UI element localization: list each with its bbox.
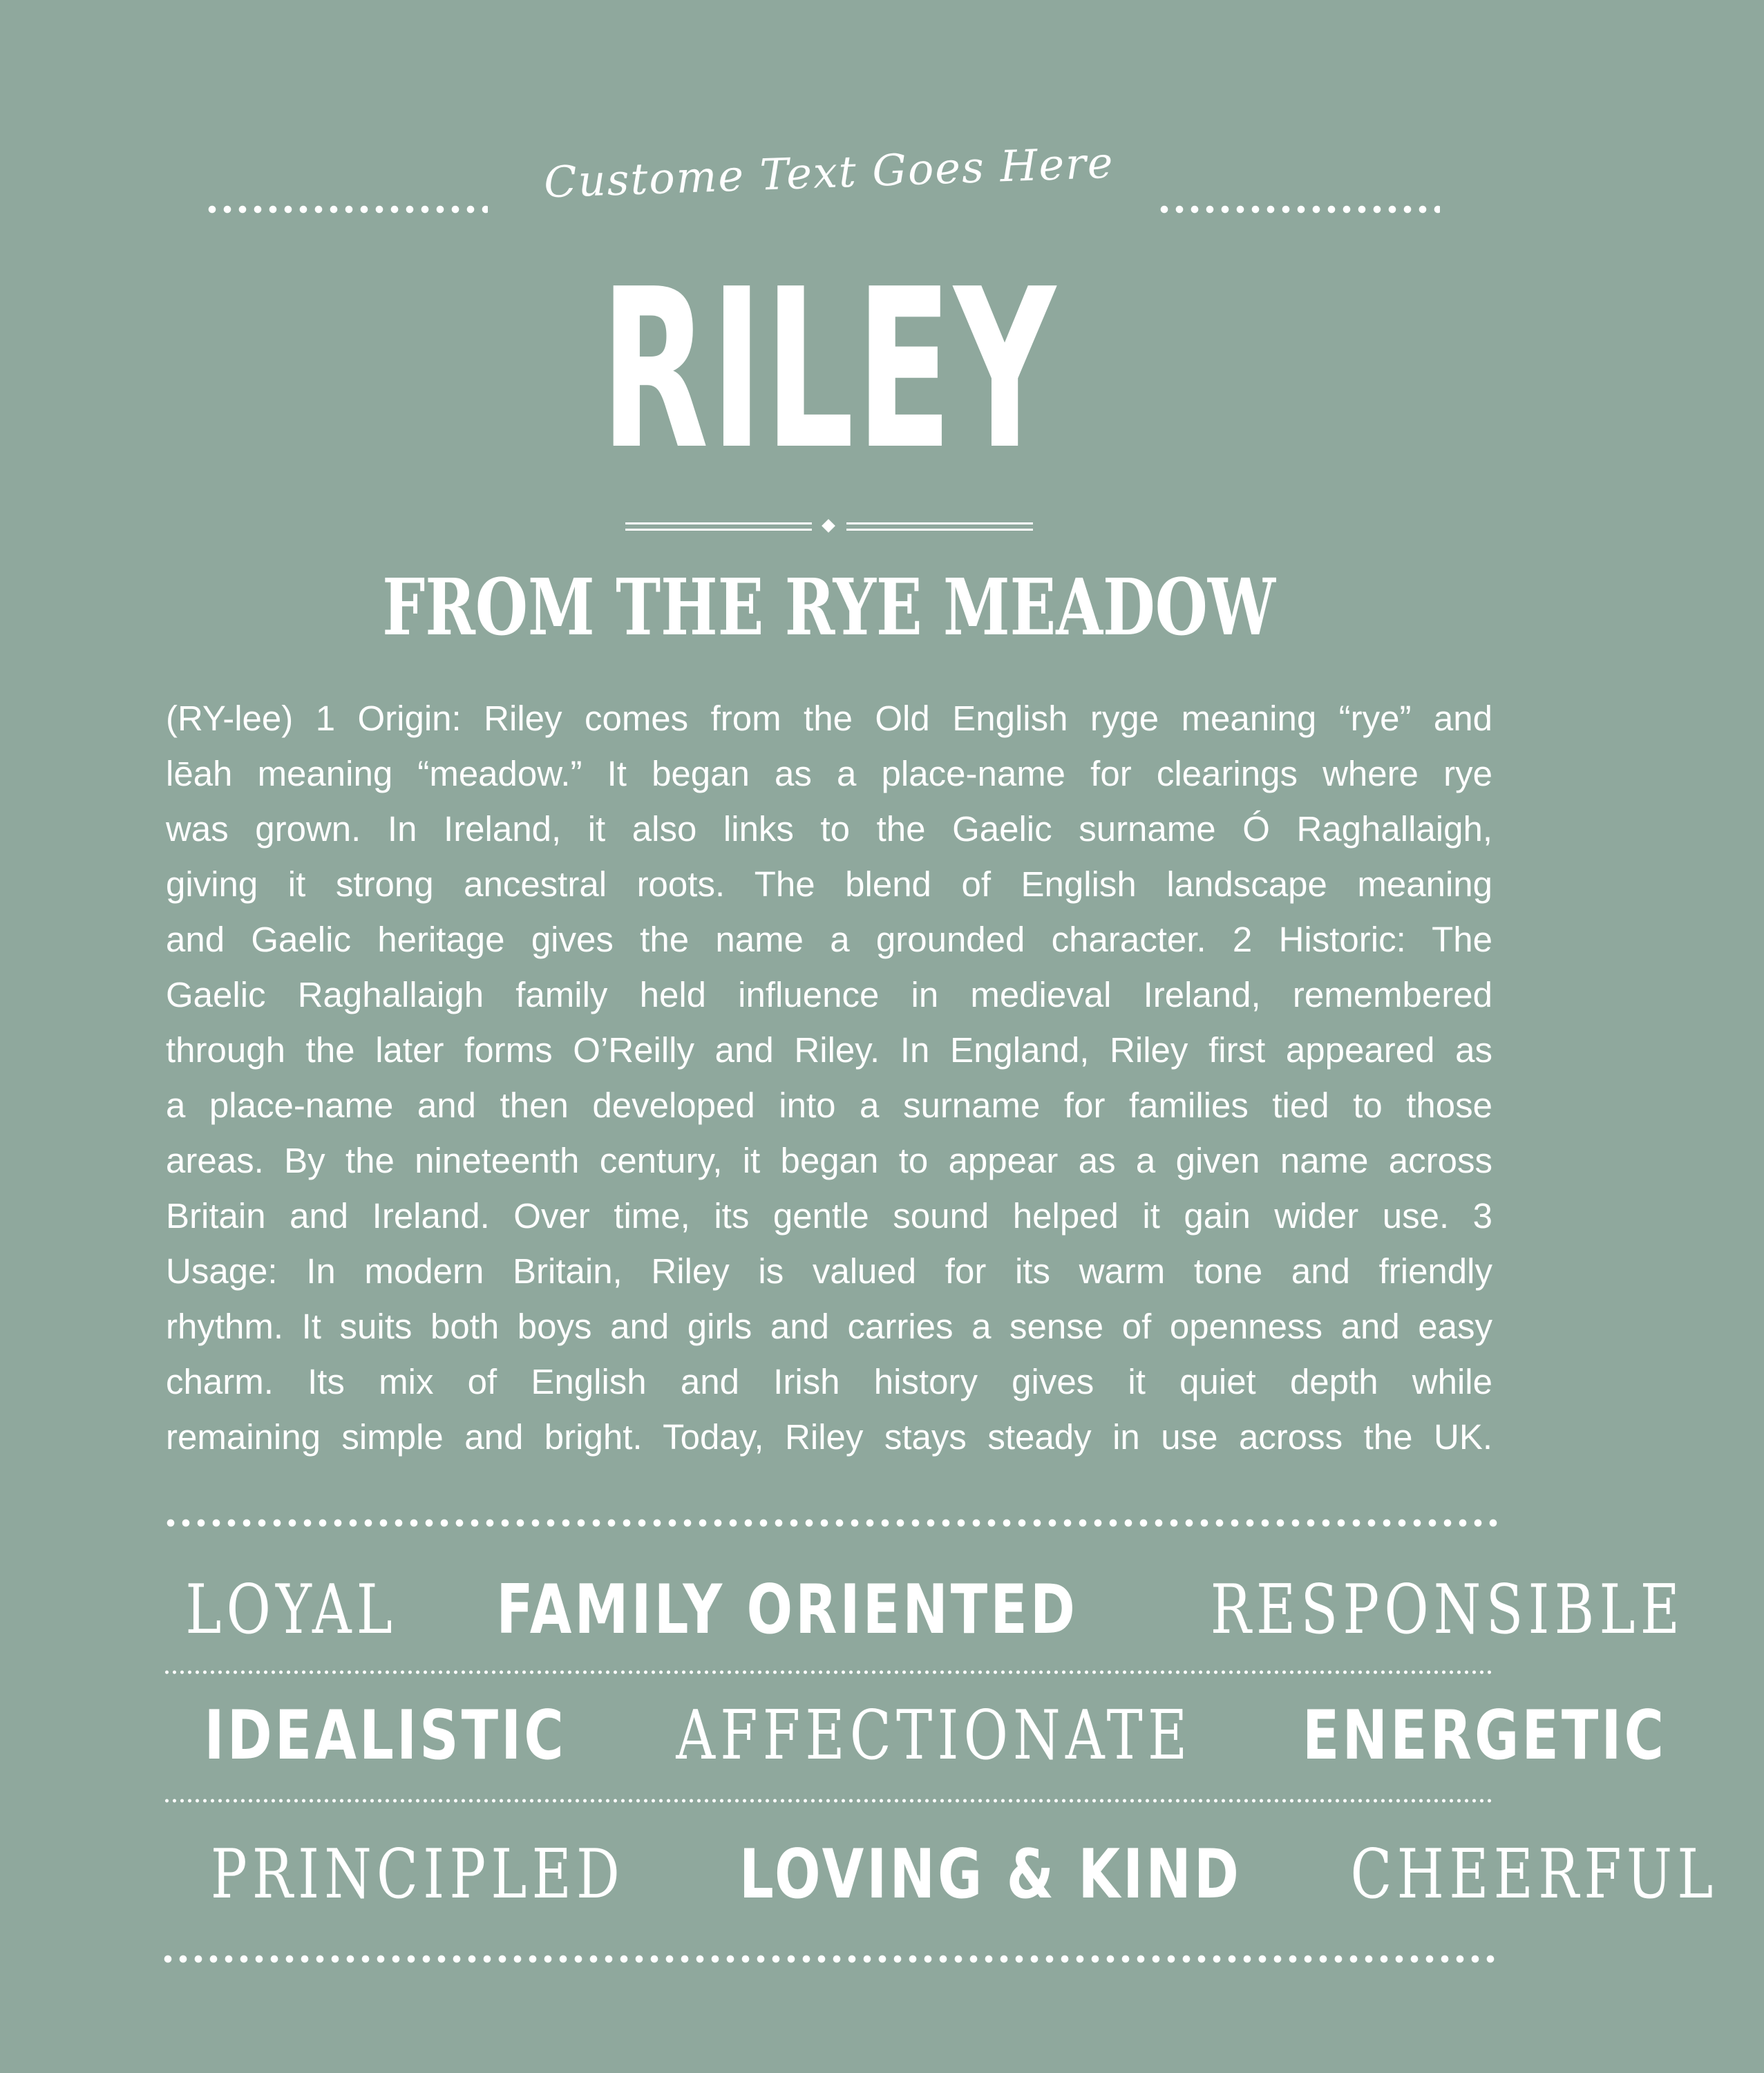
description-line: lēah meaning “meadow.” It began as a place-name for clearings where rye [166, 754, 1492, 793]
name-meaning: FROM THE RYE MEADOW [382, 562, 1276, 653]
divider-right-lines [846, 522, 1033, 531]
description-line: Britain and Ireland. Over time, its gentle sound helped it gain wider use. 3 [166, 1196, 1492, 1236]
traits-row-1 [159, 1565, 1685, 1655]
diamond-icon [822, 519, 835, 533]
description-line: a place-name and then developed into a surname for families tied to those [166, 1086, 1492, 1125]
ornament-divider [625, 518, 1033, 539]
description-line: and Gaelic heritage gives the name a grounded character. 2 Historic: The [166, 920, 1492, 959]
traits-row-3 [159, 1830, 1718, 1920]
trait-word: FAMILY ORIENTED [496, 1571, 1079, 1649]
traits-row-2 [159, 1691, 1667, 1781]
trait-word: RESPONSIBLE [1210, 1571, 1685, 1649]
description-line: (RY-lee) 1 Origin: Riley comes from the Old English ryge meaning “rye” and [166, 699, 1492, 738]
trait-word: IDEALISTIC [204, 1696, 567, 1775]
trait-word: ENERGETIC [1302, 1696, 1667, 1775]
description-line: rhythm. It suits both boys and girls and carries a sense of openness and easy [166, 1307, 1492, 1346]
traits-bottom-dotted-rule [160, 1955, 1498, 1963]
description-line: charm. Its mix of English and Irish history gives it quiet depth while [166, 1362, 1492, 1401]
traits-top-dotted-rule [163, 1519, 1498, 1527]
divider-left-lines [625, 522, 812, 531]
description-line: was grown. In Ireland, it also links to the Gaelic surname Ó Raghallaigh, [166, 809, 1492, 849]
trait-word: LOYAL [185, 1571, 398, 1649]
description-line: Usage: In modern Britain, Riley is valued for its warm tone and friendly [166, 1251, 1492, 1291]
name-description [166, 691, 1492, 1458]
description-line: areas. By the nineteenth century, it began to appear as a given name across [166, 1141, 1492, 1180]
description-line: giving it strong ancestral roots. The blend of English landscape meaning [166, 864, 1492, 904]
description-line: Gaelic Raghallaigh family held influence in medieval Ireland, remembered [166, 975, 1492, 1014]
description-line: remaining simple and bright. Today, Riley stays steady in use across the UK. [166, 1417, 1492, 1457]
custom-text: Custome Text Goes Here [543, 137, 1115, 208]
trait-word: AFFECTIONATE [676, 1696, 1193, 1775]
name-title: RILEY [600, 242, 1058, 498]
trait-word: CHEERFUL [1350, 1835, 1718, 1914]
custom-text-header [0, 114, 1658, 231]
traits-row-divider [163, 1799, 1492, 1803]
description-line: through the later forms O’Reilly and Riley. In England, Riley first appeared as [166, 1030, 1492, 1070]
trait-word: LOVING & KIND [739, 1835, 1242, 1914]
trait-word: PRINCIPLED [210, 1835, 625, 1914]
traits-row-divider [163, 1670, 1492, 1674]
